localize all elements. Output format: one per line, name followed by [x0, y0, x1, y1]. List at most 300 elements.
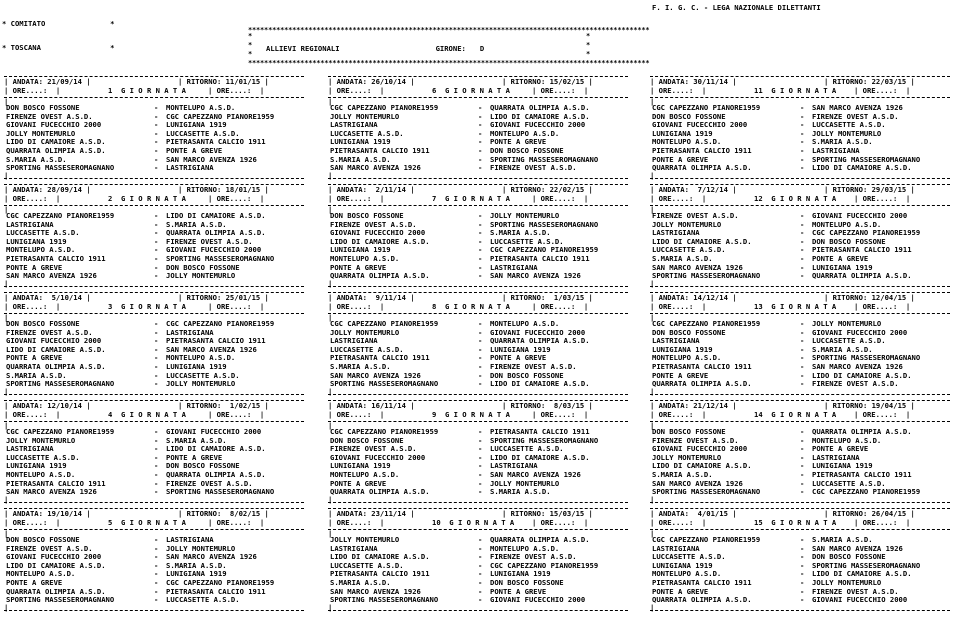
match-dash: - — [478, 344, 483, 354]
match-dash: - — [154, 461, 159, 471]
away-team: LASTRIGIANA — [490, 461, 538, 471]
title-box — [248, 26, 650, 67]
home-team: MONTELUPO A.S.D. — [6, 245, 76, 255]
giornata-label: 2 G I O R N A T A — [108, 194, 186, 203]
away-team: GIOVANI FUCECCHIO 2000 — [166, 245, 262, 255]
away-team: JOLLY MONTEMURLO — [166, 543, 236, 553]
block-rule-edge: | — [650, 313, 655, 322]
ore-ritorno: ORE....: — [216, 518, 252, 527]
away-team: PONTE A GREVE — [166, 452, 223, 462]
match-dash: - — [800, 336, 805, 346]
home-team: LIDO DI CAMAIORE A.S.D. — [652, 461, 752, 471]
match-dash: - — [478, 560, 483, 570]
ritorno-cell: | RITORNO: 22/03/15 | — [824, 77, 915, 86]
away-team: FIRENZE OVEST A.S.D. — [166, 236, 253, 246]
match-dash: - — [800, 362, 805, 371]
home-team: DON BOSCO FOSSONE — [330, 435, 404, 445]
giornata-label: 12 G I O R N A T A — [754, 194, 837, 203]
away-team: QUARRATA OLIMPIA A.S.D. — [812, 427, 912, 436]
ore-row: | ORE....: | — [4, 410, 61, 419]
home-team: SAN MARCO AVENZA 1926 — [6, 487, 97, 497]
ore-row: | ORE....: | — [650, 410, 707, 419]
ore-ritorno-cell: | ORE....: | — [854, 410, 911, 419]
giornata-label: 5 G I O R N A T A — [108, 518, 186, 527]
away-team: LIDO DI CAMAIORE A.S.D. — [490, 452, 590, 462]
ore-ritorno-cell: | ORE....: | — [532, 518, 589, 527]
giornata-block — [4, 184, 304, 288]
match-dash: - — [800, 245, 805, 255]
home-team: LUNIGIANA 1919 — [330, 461, 391, 471]
match-dash: - — [154, 569, 159, 579]
away-team: QUARRATA OLIMPIA A.S.D. — [490, 336, 590, 346]
ritorno-cell: | RITORNO: 22/02/15 | — [502, 185, 593, 194]
away-team: LIDO DI CAMAIORE A.S.D. — [812, 370, 912, 380]
ore-row: | ORE....: | — [328, 194, 385, 203]
home-team: QUARRATA OLIMPIA A.S.D. — [6, 586, 106, 596]
match-dash: - — [154, 535, 159, 544]
block-rule-end — [4, 502, 304, 503]
block-rule-bottom: | — [4, 603, 9, 612]
home-team: LASTRIGIANA — [330, 543, 378, 553]
match-dash: - — [478, 228, 483, 238]
match-dash: - — [154, 344, 159, 354]
ritorno-cell: | RITORNO: 11/01/15 | — [178, 77, 269, 86]
home-team: LUCCASETTE A.S.D. — [652, 552, 726, 562]
match-dash: - — [478, 444, 483, 454]
ore-ritorno: ORE....: — [540, 194, 576, 203]
match-dash: - — [478, 219, 483, 229]
giornata-block — [4, 508, 304, 612]
match-dash: - — [800, 370, 805, 380]
away-team: SPORTING MASSESEROMAGNANO — [490, 219, 599, 229]
ore-andata: ORE....: — [336, 410, 372, 419]
match-dash: - — [800, 552, 805, 562]
match-dash: - — [154, 120, 159, 130]
match-dash: - — [800, 211, 805, 220]
match-dash: - — [154, 128, 159, 138]
home-team: S.MARIA A.S.D. — [330, 578, 391, 587]
match-dash: - — [800, 595, 805, 605]
block-rule-bottom: | — [4, 279, 9, 288]
federation-header: F. I. G. C. - LEGA NAZIONALE DILETTANTI — [652, 3, 821, 12]
match-dash: - — [154, 478, 159, 488]
block-rule-bottom: | — [328, 279, 333, 288]
ore-ritorno-cell: | ORE....: | — [208, 518, 265, 527]
andata-date: ANDATA: 28/09/14 — [12, 185, 82, 194]
away-team: S.MARIA A.S.D. — [812, 137, 873, 147]
match-dash: - — [800, 111, 805, 121]
away-team: LIDO DI CAMAIORE A.S.D. — [166, 211, 266, 220]
committee-header — [2, 4, 115, 60]
away-team: QUARRATA OLIMPIA A.S.D. — [812, 271, 912, 281]
ore-andata: ORE....: — [658, 302, 694, 311]
away-team: SAN MARCO AVENZA 1926 — [166, 552, 257, 562]
andata-date: ANDATA: 19/10/14 — [12, 509, 82, 518]
away-team: JOLLY MONTEMURLO — [166, 379, 236, 389]
giornata-block — [650, 292, 950, 396]
away-team: PONTE A GREVE — [812, 254, 869, 263]
giornata-label: 11 G I O R N A T A — [754, 86, 837, 95]
away-team: GIOVANI FUCECCHIO 2000 — [812, 211, 908, 220]
home-team: CGC CAPEZZANO PIANORE1959 — [652, 535, 761, 544]
match-dash: - — [800, 262, 805, 272]
match-dash: - — [154, 154, 159, 164]
match-dash: - — [800, 569, 805, 579]
away-team: LUCCASETTE A.S.D. — [490, 236, 564, 246]
away-team: LIDO DI CAMAIORE A.S.D. — [166, 444, 266, 454]
ritorno-date: RITORNO: 22/03/15 — [832, 77, 907, 86]
away-team: PONTE A GREVE — [490, 353, 547, 363]
giornata-block — [4, 400, 304, 504]
away-team: MONTELUPO A.S.D. — [490, 128, 560, 138]
home-team: LASTRIGIANA — [330, 120, 378, 130]
andata-date: ANDATA: 7/12/14 — [658, 185, 728, 194]
ore-ritorno-cell: | ORE....: | — [532, 302, 589, 311]
match-dash: - — [154, 319, 159, 328]
match-dash: - — [800, 228, 805, 238]
match-dash: - — [478, 236, 483, 246]
away-team: LUNIGIANA 1919 — [166, 569, 227, 579]
away-team: LUCCASETTE A.S.D. — [812, 478, 886, 488]
home-team: FIRENZE OVEST A.S.D. — [330, 444, 417, 454]
match-dash: - — [800, 319, 805, 328]
block-header-row: | ANDATA: 9/11/14 | — [328, 293, 415, 302]
match-dash: - — [800, 560, 805, 570]
home-team: SAN MARCO AVENZA 1926 — [330, 163, 421, 173]
title-border-bottom: **************************************************************************************************** — [248, 59, 650, 67]
block-rule-bottom: | — [328, 603, 333, 612]
match-dash: - — [478, 552, 483, 562]
ore-row: | ORE....: | — [328, 518, 385, 527]
away-team: SPORTING MASSESEROMAGNANO — [166, 487, 275, 497]
ore-ritorno: ORE....: — [216, 410, 252, 419]
away-team: MONTELUPO A.S.D. — [490, 319, 560, 328]
match-dash: - — [154, 470, 159, 479]
match-dash: - — [478, 353, 483, 363]
match-dash: - — [478, 211, 483, 220]
match-dash: - — [800, 128, 805, 138]
away-team: SPORTING MASSESEROMAGNANO — [812, 154, 921, 164]
ritorno-date: RITORNO: 11/01/15 — [186, 77, 261, 86]
match-dash: - — [478, 154, 483, 164]
away-team: DON BOSCO FOSSONE — [166, 461, 240, 471]
match-dash: - — [800, 271, 805, 281]
match-dash: - — [800, 120, 805, 130]
away-team: SPORTING MASSESEROMAGNANO — [812, 560, 921, 570]
home-team: QUARRATA OLIMPIA A.S.D. — [330, 271, 430, 281]
ritorno-date: RITORNO: 1/03/15 — [510, 293, 585, 302]
away-team: DON BOSCO FOSSONE — [490, 370, 564, 380]
block-header-row: | ANDATA: 28/09/14 | — [4, 185, 91, 194]
ritorno-date: RITORNO: 18/01/15 — [186, 185, 261, 194]
block-header-row: | ANDATA: 19/10/14 | — [4, 509, 91, 518]
away-team: FIRENZE OVEST A.S.D. — [490, 163, 577, 173]
home-team: MONTELUPO A.S.D. — [330, 254, 400, 263]
away-team: DON BOSCO FOSSONE — [490, 146, 564, 155]
ore-andata: ORE....: — [336, 194, 372, 203]
block-header-row: | ANDATA: 5/10/14 | — [4, 293, 91, 302]
match-dash: - — [800, 444, 805, 454]
andata-date: ANDATA: 21/09/14 — [12, 77, 82, 86]
away-team: PONTE A GREVE — [490, 586, 547, 596]
ore-ritorno-cell: | ORE....: | — [854, 86, 911, 95]
block-rule-edge: | — [4, 313, 9, 322]
home-team: DON BOSCO FOSSONE — [330, 211, 404, 220]
home-team: FIRENZE OVEST A.S.D. — [330, 219, 417, 229]
away-team: LUNIGIANA 1919 — [812, 262, 873, 272]
ritorno-cell: | RITORNO: 15/02/15 | — [502, 77, 593, 86]
block-rule-mid — [650, 421, 950, 422]
ore-row: | ORE....: | — [4, 302, 61, 311]
block-rule-bottom: | — [650, 603, 655, 612]
away-team: MONTELUPO A.S.D. — [812, 435, 882, 445]
ritorno-cell: | RITORNO: 19/04/15 | — [824, 401, 915, 410]
match-dash: - — [154, 228, 159, 238]
away-team: LUCCASETTE A.S.D. — [490, 444, 564, 454]
away-team: FIRENZE OVEST A.S.D. — [812, 379, 899, 389]
giornata-block — [4, 76, 304, 180]
away-team: S.MARIA A.S.D. — [490, 487, 551, 497]
block-rule-mid — [328, 421, 628, 422]
andata-date: ANDATA: 5/10/14 — [12, 293, 82, 302]
match-dash: - — [800, 146, 805, 155]
home-team: PIETRASANTA CALCIO 1911 — [330, 353, 430, 363]
home-team: S.MARIA A.S.D. — [652, 254, 713, 263]
ritorno-date: RITORNO: 15/03/15 — [510, 509, 585, 518]
ore-ritorno-cell: | ORE....: | — [854, 302, 911, 311]
block-rule-edge: | — [4, 529, 9, 538]
match-dash: - — [478, 327, 483, 337]
region-line: * TOSCANA * — [2, 43, 115, 52]
home-team: JOLLY MONTEMURLO — [652, 219, 722, 229]
ritorno-date: RITORNO: 12/04/15 — [832, 293, 907, 302]
block-rule-edge: | — [328, 205, 333, 214]
match-dash: - — [478, 370, 483, 380]
andata-date: ANDATA: 30/11/14 — [658, 77, 728, 86]
home-team: CGC CAPEZZANO PIANORE1959 — [330, 319, 439, 328]
ore-ritorno-cell: | ORE....: | — [532, 86, 589, 95]
ritorno-date: RITORNO: 25/01/15 — [186, 293, 261, 302]
match-dash: - — [478, 578, 483, 587]
match-dash: - — [154, 219, 159, 229]
giornata-block — [4, 292, 304, 396]
ritorno-cell: | RITORNO: 8/02/15 | — [178, 509, 269, 518]
away-team: CGC CAPEZZANO PIANORE1959 — [812, 487, 921, 497]
block-rule-mid — [650, 529, 950, 530]
away-team: FIRENZE OVEST A.S.D. — [490, 552, 577, 562]
away-team: GIOVANI FUCECCHIO 2000 — [490, 327, 586, 337]
ore-ritorno: ORE....: — [862, 410, 898, 419]
block-rule-bottom: | — [4, 387, 9, 396]
giornata-block — [328, 184, 628, 288]
home-team: PIETRASANTA CALCIO 1911 — [6, 478, 106, 488]
home-team: LASTRIGIANA — [652, 228, 700, 238]
block-rule-mid — [328, 529, 628, 530]
match-dash: - — [154, 271, 159, 281]
away-team: PONTE A GREVE — [490, 137, 547, 147]
home-team: CGC CAPEZZANO PIANORE1959 — [6, 427, 115, 436]
ore-ritorno-cell: | ORE....: | — [208, 194, 265, 203]
ritorno-date: RITORNO: 22/02/15 — [510, 185, 585, 194]
ore-row: | ORE....: | — [328, 86, 385, 95]
match-dash: - — [478, 103, 483, 112]
match-dash: - — [154, 560, 159, 570]
home-team: LIDO DI CAMAIORE A.S.D. — [330, 236, 430, 246]
block-rule-mid — [328, 313, 628, 314]
ritorno-cell: | RITORNO: 12/04/15 | — [824, 293, 915, 302]
away-team: S.MARIA A.S.D. — [166, 219, 227, 229]
away-team: CGC CAPEZZANO PIANORE1959 — [166, 319, 275, 328]
home-team: LUNIGIANA 1919 — [330, 137, 391, 147]
away-team: SAN MARCO AVENZA 1926 — [166, 154, 257, 164]
ritorno-date: RITORNO: 8/02/15 — [186, 509, 261, 518]
away-team: QUARRATA OLIMPIA A.S.D. — [490, 535, 590, 544]
home-team: JOLLY MONTEMURLO — [6, 128, 76, 138]
match-dash: - — [478, 478, 483, 488]
away-team: S.MARIA A.S.D. — [812, 344, 873, 354]
away-team: S.MARIA A.S.D. — [490, 228, 551, 238]
away-team: JOLLY MONTEMURLO — [490, 478, 560, 488]
away-team: LUCCASETTE A.S.D. — [166, 128, 240, 138]
home-team: QUARRATA OLIMPIA A.S.D. — [652, 595, 752, 605]
block-rule-edge: | — [650, 421, 655, 430]
home-team: QUARRATA OLIMPIA A.S.D. — [330, 487, 430, 497]
match-dash: - — [800, 586, 805, 596]
home-team: S.MARIA A.S.D. — [6, 370, 67, 380]
home-team: DON BOSCO FOSSONE — [6, 535, 80, 544]
ore-ritorno: ORE....: — [862, 518, 898, 527]
match-dash: - — [800, 461, 805, 471]
away-team: LUCCASETTE A.S.D. — [166, 370, 240, 380]
giornata-block — [650, 508, 950, 612]
ore-andata: ORE....: — [658, 410, 694, 419]
away-team: DON BOSCO FOSSONE — [812, 236, 886, 246]
away-team: DON BOSCO FOSSONE — [490, 578, 564, 587]
andata-date: ANDATA: 9/11/14 — [336, 293, 406, 302]
match-dash: - — [800, 103, 805, 112]
away-team: PONTE A GREVE — [812, 444, 869, 454]
giornata-label: 9 G I O R N A T A — [432, 410, 510, 419]
ritorno-cell: | RITORNO: 29/03/15 | — [824, 185, 915, 194]
away-team: MONTELUPO A.S.D. — [490, 543, 560, 553]
match-dash: - — [800, 452, 805, 462]
away-team: SAN MARCO AVENZA 1926 — [490, 470, 581, 479]
home-team: LUCCASETTE A.S.D. — [6, 452, 80, 462]
away-team: CGC CAPEZZANO PIANORE1959 — [490, 560, 599, 570]
ore-ritorno-cell: | ORE....: | — [532, 194, 589, 203]
match-dash: - — [478, 245, 483, 255]
home-team: S.MARIA A.S.D. — [330, 154, 391, 164]
block-rule-end — [4, 178, 304, 179]
block-rule-mid — [650, 205, 950, 206]
home-team: MONTELUPO A.S.D. — [330, 470, 400, 479]
title-border-top: **************************************************************************************************** — [248, 26, 650, 34]
giornata-block — [328, 400, 628, 504]
away-team: QUARRATA OLIMPIA A.S.D. — [166, 228, 266, 238]
away-team: LUNIGIANA 1919 — [490, 344, 551, 354]
andata-date: ANDATA: 16/11/14 — [336, 401, 406, 410]
block-rule-bottom: | — [328, 171, 333, 180]
giornata-label: 13 G I O R N A T A — [754, 302, 837, 311]
home-team: PIETRASANTA CALCIO 1911 — [6, 254, 106, 263]
home-team: DON BOSCO FOSSONE — [6, 319, 80, 328]
match-dash: - — [478, 543, 483, 553]
home-team: MONTELUPO A.S.D. — [6, 569, 76, 579]
ore-ritorno-cell: | ORE....: | — [854, 194, 911, 203]
ore-andata: ORE....: — [12, 410, 48, 419]
match-dash: - — [478, 271, 483, 281]
block-rule-bottom: | — [650, 279, 655, 288]
giornata-block — [650, 184, 950, 288]
ore-ritorno-cell: | ORE....: | — [532, 410, 589, 419]
home-team: SPORTING MASSESEROMAGNANO — [652, 271, 761, 281]
home-team: SAN MARCO AVENZA 1926 — [652, 478, 743, 488]
block-rule-mid — [4, 313, 304, 314]
match-dash: - — [800, 478, 805, 488]
away-team: JOLLY MONTEMURLO — [490, 211, 560, 220]
ore-ritorno: ORE....: — [862, 194, 898, 203]
match-dash: - — [478, 586, 483, 596]
block-rule-end — [650, 610, 950, 611]
away-team: SPORTING MASSESEROMAGNANO — [490, 435, 599, 445]
away-team: GIOVANI FUCECCHIO 2000 — [812, 595, 908, 605]
home-team: PONTE A GREVE — [652, 154, 709, 164]
home-team: LUCCASETTE A.S.D. — [330, 560, 404, 570]
away-team: FIRENZE OVEST A.S.D. — [490, 362, 577, 371]
away-team: LIDO DI CAMAIORE A.S.D. — [812, 569, 912, 579]
ritorno-cell: | RITORNO: 26/04/15 | — [824, 509, 915, 518]
ritorno-date: RITORNO: 19/04/15 — [832, 401, 907, 410]
giornata-block — [328, 508, 628, 612]
away-team: JOLLY MONTEMURLO — [812, 128, 882, 138]
match-dash: - — [154, 543, 159, 553]
match-dash: - — [478, 137, 483, 147]
giornata-label: 7 G I O R N A T A — [432, 194, 510, 203]
away-team: LUNIGIANA 1919 — [490, 569, 551, 579]
ore-ritorno: ORE....: — [216, 86, 252, 95]
block-header-row: | ANDATA: 21/12/14 | — [650, 401, 737, 410]
home-team: GIOVANI FUCECCHIO 2000 — [652, 120, 748, 130]
block-rule-mid — [4, 529, 304, 530]
home-team: FIRENZE OVEST A.S.D. — [6, 327, 93, 337]
match-dash: - — [154, 353, 159, 363]
block-rule-end — [650, 394, 950, 395]
ritorno-date: RITORNO: 26/04/15 — [832, 509, 907, 518]
away-team: LASTRIGIANA — [490, 262, 538, 272]
ritorno-cell: | RITORNO: 1/03/15 | — [502, 293, 593, 302]
match-dash: - — [800, 379, 805, 389]
block-header-row: | ANDATA: 14/12/14 | — [650, 293, 737, 302]
match-dash: - — [800, 137, 805, 147]
away-team: LUCCASETTE A.S.D. — [166, 595, 240, 605]
ore-row: | ORE....: | — [328, 302, 385, 311]
match-dash: - — [154, 452, 159, 462]
block-header-row: | ANDATA: 21/09/14 | — [4, 77, 91, 86]
match-dash: - — [154, 578, 159, 587]
block-header-row: | ANDATA: 7/12/14 | — [650, 185, 737, 194]
away-team: FIRENZE OVEST A.S.D. — [166, 478, 253, 488]
committee-line: * COMITATO * — [2, 19, 115, 28]
away-team: PIETRASANTA CALCIO 1911 — [490, 427, 590, 436]
block-rule-bottom: | — [4, 495, 9, 504]
block-rule-bottom: | — [4, 171, 9, 180]
ore-ritorno: ORE....: — [540, 86, 576, 95]
away-team: SPORTING MASSESEROMAGNANO — [812, 353, 921, 363]
giornata-block — [650, 76, 950, 180]
away-team: SPORTING MASSESEROMAGNANO — [166, 254, 275, 263]
block-rule-mid — [328, 97, 628, 98]
block-rule-end — [328, 178, 628, 179]
